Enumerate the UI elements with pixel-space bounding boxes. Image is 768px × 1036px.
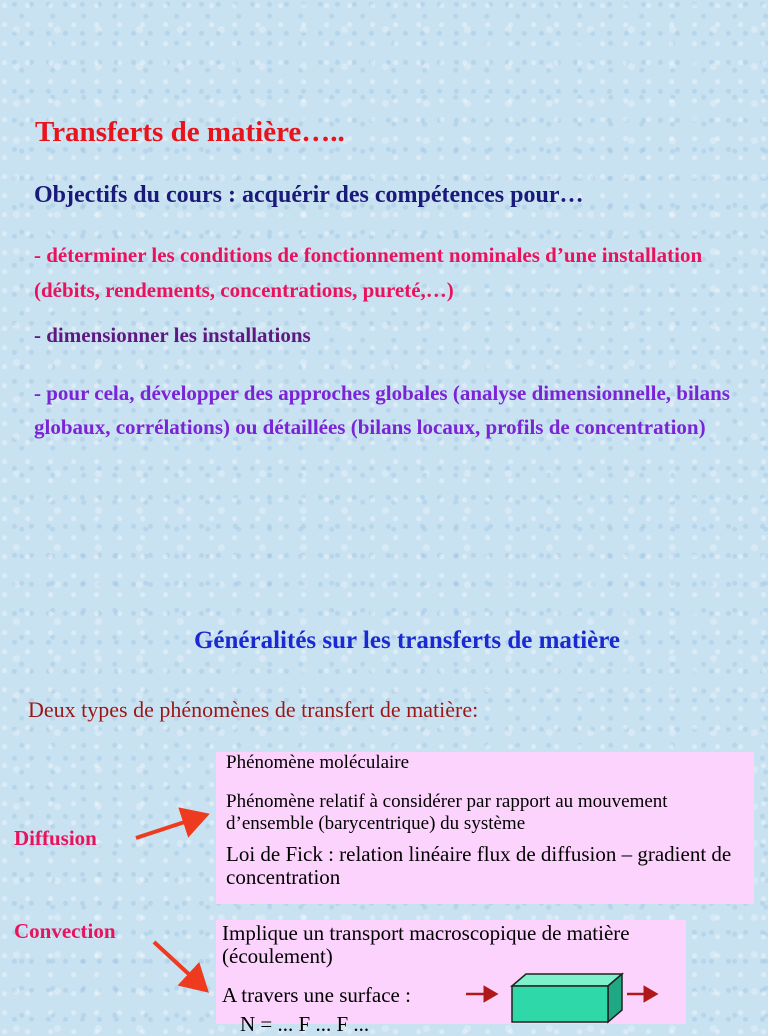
- section-subtitle: Généralités sur les transferts de matière: [193, 627, 621, 654]
- objectives-heading: Objectifs du cours : acquérir des compétences pour…: [34, 182, 584, 208]
- bullet-dimensionner: - dimensionner les installations: [34, 323, 311, 347]
- bullet-approches: - pour cela, développer des approches globales (analyse dimensionnelle, bilans globaux, corrélations) ou détaillées (bilans locaux, profils de concentration): [34, 381, 730, 439]
- diffusion-item-3: Loi de Fick : relation linéaire flux de diffusion – gradient de concentration: [226, 842, 732, 889]
- convection-arrow-icon: [154, 942, 206, 990]
- diffusion-item-1: Phénomène moléculaire: [226, 752, 410, 773]
- convection-item-3: N = ... F ... F ...: [240, 1012, 370, 1036]
- surface-block-icon: [512, 974, 622, 1022]
- bullet-conditions: - déterminer les conditions de fonctionnement nominales d’une installation (débits, rendements, concentrations, pureté,…): [34, 243, 703, 302]
- convection-item-1: Implique un transport macroscopique de matière (écoulement): [222, 921, 630, 968]
- diffusion-arrow-icon: [136, 815, 206, 838]
- intro-text: Deux types de phénomènes de transfert de matière:: [28, 697, 479, 722]
- convection-item-2-text: A travers une surface :: [222, 983, 411, 1007]
- slide-title: Transferts de matière…..: [35, 116, 345, 148]
- diffusion-item-2: Phénomène relatif à considérer par rapport au mouvement d’ensemble (barycentrique) du système: [226, 791, 668, 834]
- diffusion-label: Diffusion: [14, 826, 97, 850]
- convection-label: Convection: [14, 919, 116, 943]
